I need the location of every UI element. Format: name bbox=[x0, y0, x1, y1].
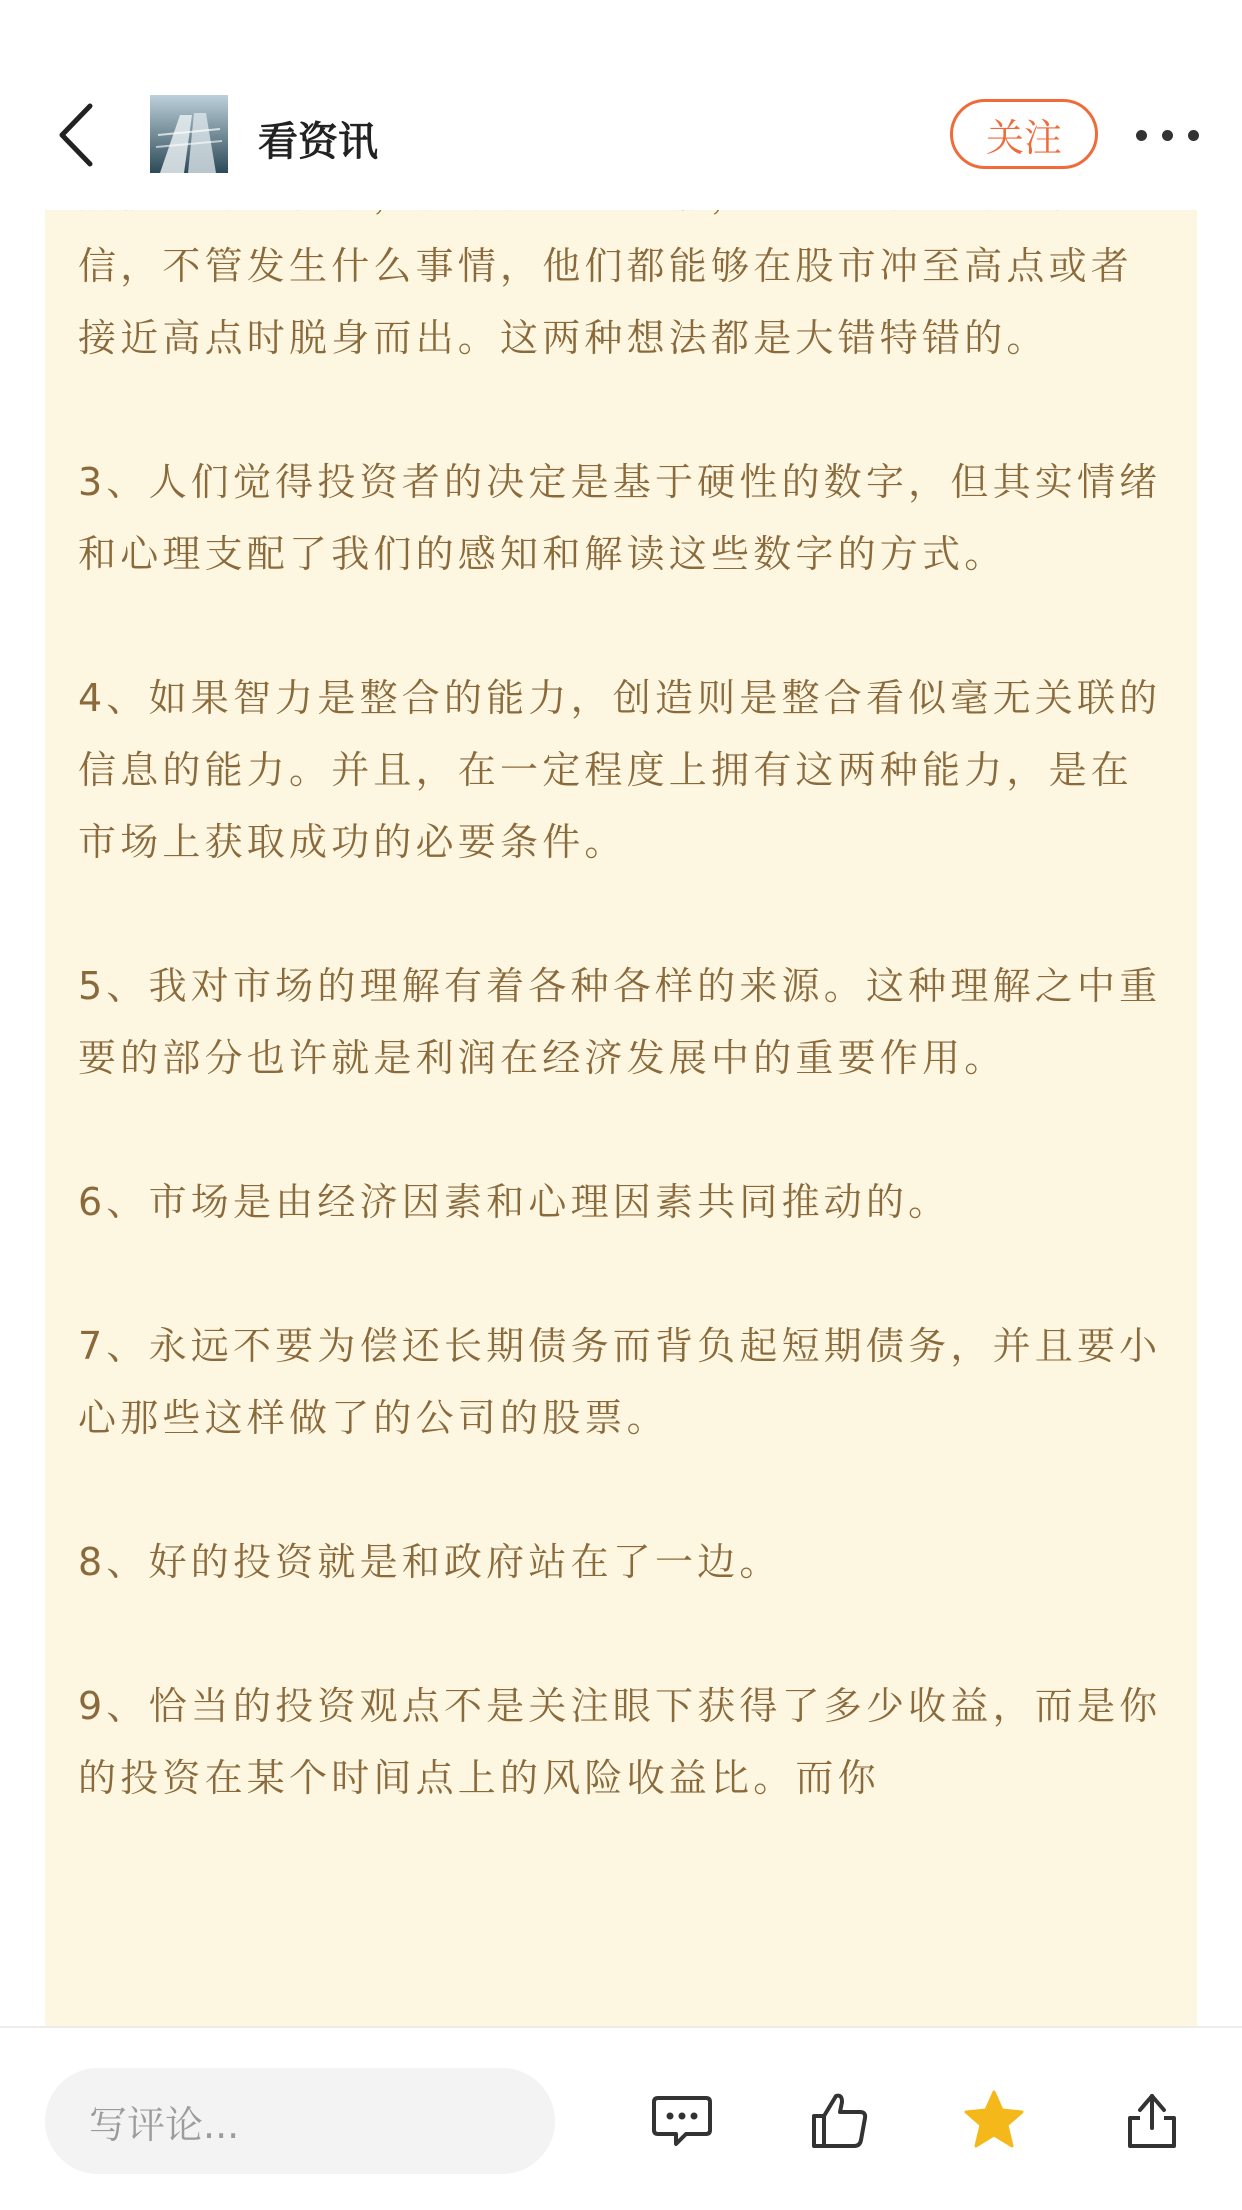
comment-input[interactable] bbox=[45, 2068, 555, 2174]
article-text bbox=[78, 158, 1168, 1886]
follow-button[interactable]: 关注 bbox=[950, 99, 1098, 169]
article-paragraph: 9、恰当的投资观点不是关注眼下获得了多少收益，而是你的投资在某个时间点上的风险收益比。而你 bbox=[78, 1684, 1162, 1800]
article-content bbox=[45, 210, 1197, 2026]
back-button[interactable] bbox=[52, 100, 102, 170]
article-paragraph: 7、永远不要为偿还长期债务而背负起短期债务，并且要小心那些这样做了的公司的股票。 bbox=[78, 1324, 1162, 1440]
channel-name[interactable]: 看资讯 bbox=[258, 119, 378, 165]
article-paragraph: 8、好的投资就是和政府站在了一边。 bbox=[78, 1540, 782, 1584]
more-icon-dot bbox=[1162, 130, 1173, 141]
article-paragraph: 3、人们觉得投资者的决定是基于硬性的数字，但其实情绪和心理支配了我们的感知和解读这些数字的方式。 bbox=[78, 460, 1162, 576]
top-nav-bar bbox=[0, 0, 1242, 210]
comment-placeholder: 写评论... bbox=[89, 2102, 240, 2147]
like-icon bbox=[808, 2088, 872, 2152]
star-icon bbox=[962, 2088, 1026, 2152]
back-arrow-icon bbox=[52, 100, 102, 170]
comment-button[interactable] bbox=[650, 2088, 714, 2152]
more-icon-dot bbox=[1188, 130, 1199, 141]
comment-icon bbox=[650, 2088, 714, 2152]
favorite-button[interactable] bbox=[962, 2088, 1026, 2152]
like-button[interactable] bbox=[808, 2088, 872, 2152]
avatar-image bbox=[150, 95, 228, 173]
article-paragraph: 5、我对市场的理解有着各种各样的来源。这种理解之中重要的部分也许就是利润在经济发展中的重要作用。 bbox=[78, 964, 1162, 1080]
article-paragraph: 4、如果智力是整合的能力，创造则是整合看似毫无关联的信息的能力。并且，在一定程度上拥有这两种能力，是在市场上获取成功的必要条件。 bbox=[78, 676, 1162, 864]
avatar[interactable] bbox=[150, 95, 228, 173]
more-icon bbox=[1136, 130, 1147, 141]
share-icon bbox=[1120, 2088, 1184, 2152]
article-paragraph: 6、市场是由经济因素和心理因素共同推动的。 bbox=[78, 1180, 951, 1224]
bottom-action-bar bbox=[0, 2026, 1242, 2210]
article-paragraph: 信，不管发生什么事情，他们都能够在股市冲至高点或者接近高点时脱身而出。这两种想法都是大错特错的。 bbox=[78, 244, 1134, 360]
share-button[interactable] bbox=[1120, 2088, 1184, 2152]
more-button[interactable] bbox=[1128, 120, 1208, 150]
